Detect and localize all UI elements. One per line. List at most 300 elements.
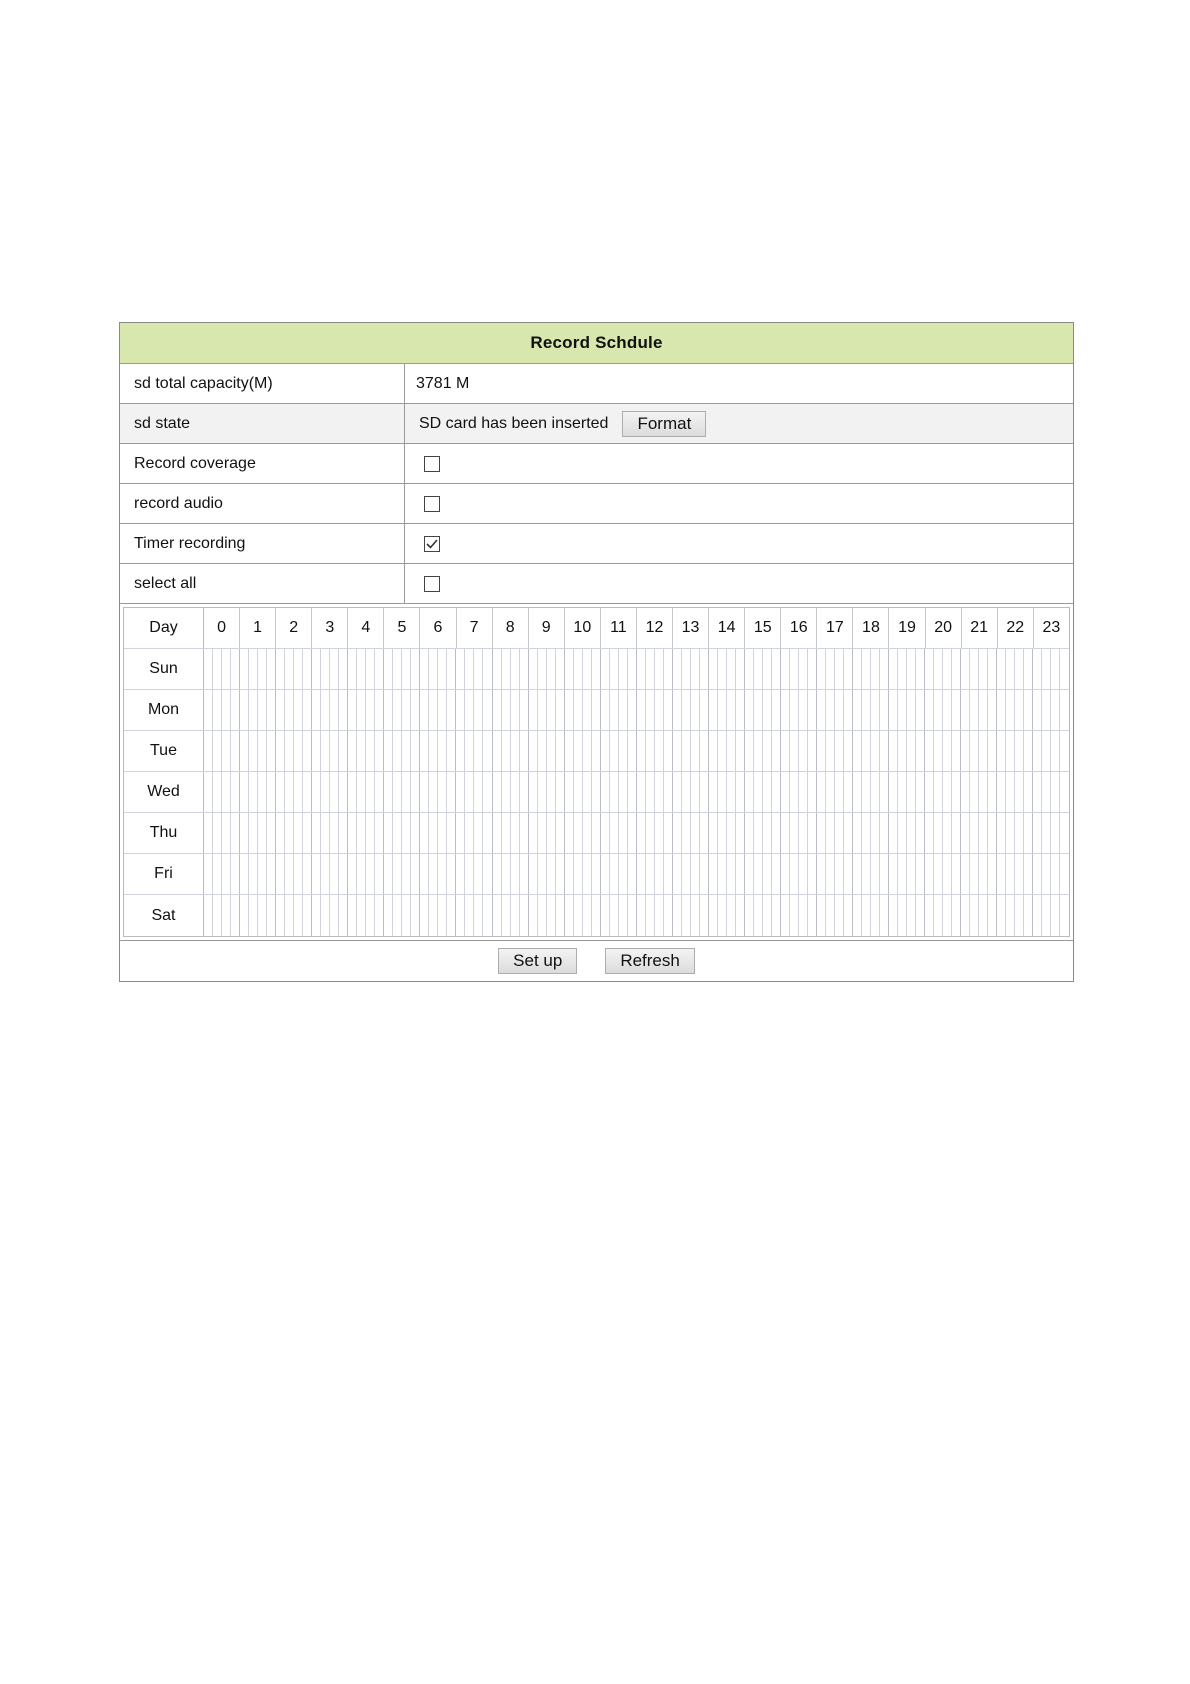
time-slot[interactable] xyxy=(574,731,583,771)
time-slot[interactable] xyxy=(321,895,330,936)
time-slot[interactable] xyxy=(826,649,835,689)
time-slot[interactable] xyxy=(258,772,267,812)
time-slot[interactable] xyxy=(1051,854,1060,894)
time-slot[interactable] xyxy=(1051,731,1060,771)
time-slot[interactable] xyxy=(438,690,447,730)
time-slot[interactable] xyxy=(339,731,348,771)
time-slot[interactable] xyxy=(294,813,303,853)
time-slot[interactable] xyxy=(727,690,736,730)
time-slot[interactable] xyxy=(267,690,276,730)
time-slot[interactable] xyxy=(799,690,808,730)
time-slot[interactable] xyxy=(817,895,826,936)
time-slot[interactable] xyxy=(1042,649,1051,689)
time-slot[interactable] xyxy=(204,772,213,812)
time-slot[interactable] xyxy=(312,895,321,936)
time-slot[interactable] xyxy=(997,772,1006,812)
time-slot[interactable] xyxy=(772,895,781,936)
time-slot[interactable] xyxy=(916,772,925,812)
time-slot[interactable] xyxy=(772,854,781,894)
time-slot[interactable] xyxy=(511,813,520,853)
time-slot[interactable] xyxy=(772,690,781,730)
time-slot[interactable] xyxy=(718,772,727,812)
time-slot[interactable] xyxy=(285,772,294,812)
time-slot[interactable] xyxy=(673,690,682,730)
time-slot[interactable] xyxy=(348,813,357,853)
time-slot[interactable] xyxy=(339,649,348,689)
time-slot[interactable] xyxy=(384,895,393,936)
time-slot[interactable] xyxy=(943,731,952,771)
time-slot[interactable] xyxy=(664,649,673,689)
time-slot[interactable] xyxy=(258,813,267,853)
time-slot[interactable] xyxy=(754,854,763,894)
time-slot[interactable] xyxy=(529,690,538,730)
time-slot[interactable] xyxy=(204,813,213,853)
time-slot[interactable] xyxy=(853,772,862,812)
time-slot[interactable] xyxy=(880,772,889,812)
time-slot[interactable] xyxy=(456,690,465,730)
time-slot[interactable] xyxy=(429,731,438,771)
time-slot[interactable] xyxy=(276,854,285,894)
time-slot[interactable] xyxy=(276,895,285,936)
time-slot[interactable] xyxy=(925,772,934,812)
time-slot[interactable] xyxy=(754,813,763,853)
time-slot[interactable] xyxy=(366,690,375,730)
time-slot[interactable] xyxy=(844,690,853,730)
time-slot[interactable] xyxy=(808,813,817,853)
time-slot[interactable] xyxy=(213,895,222,936)
time-slot[interactable] xyxy=(799,772,808,812)
time-slot[interactable] xyxy=(1024,690,1033,730)
time-slot[interactable] xyxy=(556,731,565,771)
time-slot[interactable] xyxy=(267,649,276,689)
time-slot[interactable] xyxy=(745,813,754,853)
time-slot[interactable] xyxy=(267,813,276,853)
time-slot[interactable] xyxy=(691,813,700,853)
time-slot[interactable] xyxy=(339,813,348,853)
time-slot[interactable] xyxy=(276,813,285,853)
time-slot[interactable] xyxy=(493,690,502,730)
time-slot[interactable] xyxy=(465,772,474,812)
time-slot[interactable] xyxy=(502,895,511,936)
time-slot[interactable] xyxy=(366,772,375,812)
time-slot[interactable] xyxy=(538,731,547,771)
time-slot[interactable] xyxy=(763,649,772,689)
time-slot[interactable] xyxy=(592,772,601,812)
time-slot[interactable] xyxy=(1060,649,1068,689)
time-slot[interactable] xyxy=(366,649,375,689)
time-slot[interactable] xyxy=(907,813,916,853)
time-slot[interactable] xyxy=(898,690,907,730)
time-slot[interactable] xyxy=(402,813,411,853)
time-slot[interactable] xyxy=(826,731,835,771)
time-slot[interactable] xyxy=(817,649,826,689)
time-slot[interactable] xyxy=(502,813,511,853)
time-slot[interactable] xyxy=(411,895,420,936)
time-slot[interactable] xyxy=(790,772,799,812)
time-slot[interactable] xyxy=(529,895,538,936)
time-slot[interactable] xyxy=(1006,772,1015,812)
time-slot[interactable] xyxy=(817,772,826,812)
time-slot[interactable] xyxy=(1024,731,1033,771)
time-slot[interactable] xyxy=(988,813,997,853)
time-slot[interactable] xyxy=(988,772,997,812)
time-slot[interactable] xyxy=(889,895,898,936)
setup-button[interactable]: Set up xyxy=(498,948,577,974)
time-slot[interactable] xyxy=(520,854,529,894)
time-slot[interactable] xyxy=(384,690,393,730)
time-slot[interactable] xyxy=(835,772,844,812)
time-slot[interactable] xyxy=(493,854,502,894)
time-slot[interactable] xyxy=(465,731,474,771)
time-slot[interactable] xyxy=(1015,731,1024,771)
time-slot[interactable] xyxy=(610,813,619,853)
time-slot[interactable] xyxy=(330,772,339,812)
time-slot[interactable] xyxy=(826,854,835,894)
time-slot[interactable] xyxy=(1042,731,1051,771)
hour-header[interactable]: 14 xyxy=(709,608,745,648)
time-slot[interactable] xyxy=(763,854,772,894)
time-slot[interactable] xyxy=(456,772,465,812)
hour-header[interactable]: 16 xyxy=(781,608,817,648)
time-slot[interactable] xyxy=(1033,772,1042,812)
time-slot[interactable] xyxy=(736,731,745,771)
time-slot[interactable] xyxy=(429,813,438,853)
record-coverage-checkbox[interactable] xyxy=(424,456,440,472)
time-slot[interactable] xyxy=(880,731,889,771)
time-slot[interactable] xyxy=(934,690,943,730)
time-slot[interactable] xyxy=(339,854,348,894)
time-slot[interactable] xyxy=(294,731,303,771)
time-slot[interactable] xyxy=(565,690,574,730)
time-slot[interactable] xyxy=(727,854,736,894)
time-slot[interactable] xyxy=(664,895,673,936)
time-slot[interactable] xyxy=(348,690,357,730)
time-slot[interactable] xyxy=(844,731,853,771)
time-slot[interactable] xyxy=(321,772,330,812)
time-slot[interactable] xyxy=(447,895,456,936)
time-slot[interactable] xyxy=(970,854,979,894)
hour-header[interactable]: 4 xyxy=(348,608,384,648)
time-slot[interactable] xyxy=(438,731,447,771)
time-slot[interactable] xyxy=(357,813,366,853)
time-slot[interactable] xyxy=(619,895,628,936)
time-slot[interactable] xyxy=(1033,895,1042,936)
time-slot[interactable] xyxy=(402,690,411,730)
time-slot[interactable] xyxy=(646,649,655,689)
time-slot[interactable] xyxy=(655,772,664,812)
time-slot[interactable] xyxy=(1060,895,1068,936)
time-slot[interactable] xyxy=(610,731,619,771)
time-slot[interactable] xyxy=(988,895,997,936)
time-slot[interactable] xyxy=(898,895,907,936)
time-slot[interactable] xyxy=(520,649,529,689)
time-slot[interactable] xyxy=(700,690,709,730)
time-slot[interactable] xyxy=(727,649,736,689)
time-slot[interactable] xyxy=(520,813,529,853)
time-slot[interactable] xyxy=(429,854,438,894)
time-slot[interactable] xyxy=(411,731,420,771)
time-slot[interactable] xyxy=(249,895,258,936)
time-slot[interactable] xyxy=(727,813,736,853)
time-slot[interactable] xyxy=(790,690,799,730)
time-slot[interactable] xyxy=(511,731,520,771)
timer-recording-checkbox[interactable] xyxy=(424,536,440,552)
time-slot[interactable] xyxy=(745,731,754,771)
time-slot[interactable] xyxy=(222,813,231,853)
time-slot[interactable] xyxy=(1015,813,1024,853)
time-slot[interactable] xyxy=(835,649,844,689)
time-slot[interactable] xyxy=(961,772,970,812)
time-slot[interactable] xyxy=(700,854,709,894)
time-slot[interactable] xyxy=(727,772,736,812)
time-slot[interactable] xyxy=(682,854,691,894)
time-slot[interactable] xyxy=(763,895,772,936)
time-slot[interactable] xyxy=(204,895,213,936)
hour-header[interactable]: 6 xyxy=(420,608,456,648)
time-slot[interactable] xyxy=(402,895,411,936)
time-slot[interactable] xyxy=(943,649,952,689)
time-slot[interactable] xyxy=(871,731,880,771)
time-slot[interactable] xyxy=(375,772,384,812)
time-slot[interactable] xyxy=(745,895,754,936)
time-slot[interactable] xyxy=(529,649,538,689)
time-slot[interactable] xyxy=(772,813,781,853)
time-slot[interactable] xyxy=(258,690,267,730)
time-slot[interactable] xyxy=(628,731,637,771)
time-slot[interactable] xyxy=(808,690,817,730)
time-slot[interactable] xyxy=(213,772,222,812)
time-slot[interactable] xyxy=(1033,649,1042,689)
time-slot[interactable] xyxy=(1015,649,1024,689)
time-slot[interactable] xyxy=(538,690,547,730)
time-slot[interactable] xyxy=(520,690,529,730)
time-slot[interactable] xyxy=(474,854,483,894)
time-slot[interactable] xyxy=(213,690,222,730)
time-slot[interactable] xyxy=(781,649,790,689)
time-slot[interactable] xyxy=(745,772,754,812)
time-slot[interactable] xyxy=(871,813,880,853)
time-slot[interactable] xyxy=(438,649,447,689)
hour-header[interactable]: 23 xyxy=(1042,619,1061,636)
time-slot[interactable] xyxy=(826,895,835,936)
time-slot[interactable] xyxy=(556,813,565,853)
time-slot[interactable] xyxy=(997,895,1006,936)
time-slot[interactable] xyxy=(330,649,339,689)
time-slot[interactable] xyxy=(592,854,601,894)
time-slot[interactable] xyxy=(592,813,601,853)
time-slot[interactable] xyxy=(447,854,456,894)
time-slot[interactable] xyxy=(240,772,249,812)
time-slot[interactable] xyxy=(357,854,366,894)
time-slot[interactable] xyxy=(592,649,601,689)
time-slot[interactable] xyxy=(916,731,925,771)
time-slot[interactable] xyxy=(429,895,438,936)
time-slot[interactable] xyxy=(502,772,511,812)
select-all-checkbox[interactable] xyxy=(424,576,440,592)
refresh-button[interactable]: Refresh xyxy=(605,948,695,974)
time-slot[interactable] xyxy=(745,649,754,689)
time-slot[interactable] xyxy=(285,895,294,936)
time-slot[interactable] xyxy=(790,649,799,689)
time-slot[interactable] xyxy=(997,731,1006,771)
time-slot[interactable] xyxy=(429,649,438,689)
time-slot[interactable] xyxy=(565,649,574,689)
time-slot[interactable] xyxy=(583,854,592,894)
time-slot[interactable] xyxy=(574,649,583,689)
time-slot[interactable] xyxy=(556,690,565,730)
time-slot[interactable] xyxy=(799,731,808,771)
time-slot[interactable] xyxy=(1042,772,1051,812)
time-slot[interactable] xyxy=(619,854,628,894)
time-slot[interactable] xyxy=(456,895,465,936)
time-slot[interactable] xyxy=(375,649,384,689)
time-slot[interactable] xyxy=(772,731,781,771)
time-slot[interactable] xyxy=(222,854,231,894)
time-slot[interactable] xyxy=(231,690,240,730)
time-slot[interactable] xyxy=(312,690,321,730)
time-slot[interactable] xyxy=(574,895,583,936)
time-slot[interactable] xyxy=(862,690,871,730)
time-slot[interactable] xyxy=(258,731,267,771)
time-slot[interactable] xyxy=(420,854,429,894)
time-slot[interactable] xyxy=(1015,690,1024,730)
time-slot[interactable] xyxy=(871,690,880,730)
time-slot[interactable] xyxy=(285,690,294,730)
time-slot[interactable] xyxy=(961,813,970,853)
time-slot[interactable] xyxy=(727,731,736,771)
time-slot[interactable] xyxy=(1042,690,1051,730)
time-slot[interactable] xyxy=(438,813,447,853)
time-slot[interactable] xyxy=(357,649,366,689)
hour-header[interactable]: 3 xyxy=(312,608,348,648)
time-slot[interactable] xyxy=(1051,649,1060,689)
time-slot[interactable] xyxy=(610,690,619,730)
time-slot[interactable] xyxy=(961,649,970,689)
time-slot[interactable] xyxy=(1006,690,1015,730)
time-slot[interactable] xyxy=(1006,731,1015,771)
time-slot[interactable] xyxy=(682,895,691,936)
time-slot[interactable] xyxy=(664,690,673,730)
time-slot[interactable] xyxy=(754,731,763,771)
time-slot[interactable] xyxy=(736,772,745,812)
time-slot[interactable] xyxy=(907,854,916,894)
time-slot[interactable] xyxy=(411,772,420,812)
time-slot[interactable] xyxy=(511,649,520,689)
time-slot[interactable] xyxy=(583,772,592,812)
time-slot[interactable] xyxy=(970,690,979,730)
time-slot[interactable] xyxy=(844,649,853,689)
time-slot[interactable] xyxy=(862,731,871,771)
time-slot[interactable] xyxy=(664,813,673,853)
time-slot[interactable] xyxy=(889,854,898,894)
time-slot[interactable] xyxy=(736,813,745,853)
time-slot[interactable] xyxy=(384,731,393,771)
time-slot[interactable] xyxy=(943,690,952,730)
time-slot[interactable] xyxy=(637,854,646,894)
hour-header[interactable]: 9 xyxy=(529,608,565,648)
time-slot[interactable] xyxy=(348,895,357,936)
time-slot[interactable] xyxy=(736,854,745,894)
time-slot[interactable] xyxy=(736,895,745,936)
time-slot[interactable] xyxy=(646,854,655,894)
time-slot[interactable] xyxy=(925,731,934,771)
hour-header[interactable]: 20 xyxy=(926,608,962,648)
time-slot[interactable] xyxy=(862,772,871,812)
time-slot[interactable] xyxy=(357,690,366,730)
time-slot[interactable] xyxy=(889,649,898,689)
time-slot[interactable] xyxy=(465,895,474,936)
time-slot[interactable] xyxy=(826,813,835,853)
time-slot[interactable] xyxy=(916,649,925,689)
time-slot[interactable] xyxy=(321,731,330,771)
time-slot[interactable] xyxy=(934,731,943,771)
time-slot[interactable] xyxy=(655,895,664,936)
time-slot[interactable] xyxy=(718,813,727,853)
time-slot[interactable] xyxy=(817,813,826,853)
time-slot[interactable] xyxy=(393,772,402,812)
time-slot[interactable] xyxy=(754,895,763,936)
time-slot[interactable] xyxy=(808,731,817,771)
time-slot[interactable] xyxy=(709,690,718,730)
time-slot[interactable] xyxy=(456,813,465,853)
time-slot[interactable] xyxy=(907,690,916,730)
time-slot[interactable] xyxy=(808,772,817,812)
time-slot[interactable] xyxy=(970,895,979,936)
hour-header[interactable]: 8 xyxy=(493,608,529,648)
time-slot[interactable] xyxy=(348,731,357,771)
time-slot[interactable] xyxy=(312,731,321,771)
time-slot[interactable] xyxy=(483,813,492,853)
time-slot[interactable] xyxy=(502,649,511,689)
time-slot[interactable] xyxy=(240,649,249,689)
time-slot[interactable] xyxy=(853,649,862,689)
time-slot[interactable] xyxy=(835,854,844,894)
time-slot[interactable] xyxy=(700,649,709,689)
time-slot[interactable] xyxy=(979,690,988,730)
time-slot[interactable] xyxy=(384,854,393,894)
time-slot[interactable] xyxy=(402,731,411,771)
time-slot[interactable] xyxy=(285,813,294,853)
time-slot[interactable] xyxy=(1060,813,1068,853)
time-slot[interactable] xyxy=(231,649,240,689)
time-slot[interactable] xyxy=(1015,895,1024,936)
time-slot[interactable] xyxy=(366,731,375,771)
time-slot[interactable] xyxy=(529,731,538,771)
time-slot[interactable] xyxy=(691,895,700,936)
time-slot[interactable] xyxy=(366,813,375,853)
time-slot[interactable] xyxy=(1051,813,1060,853)
time-slot[interactable] xyxy=(925,854,934,894)
hour-header[interactable]: 10 xyxy=(565,608,601,648)
time-slot[interactable] xyxy=(601,895,610,936)
time-slot[interactable] xyxy=(628,772,637,812)
time-slot[interactable] xyxy=(601,731,610,771)
time-slot[interactable] xyxy=(384,772,393,812)
time-slot[interactable] xyxy=(231,731,240,771)
time-slot[interactable] xyxy=(790,731,799,771)
time-slot[interactable] xyxy=(646,772,655,812)
time-slot[interactable] xyxy=(258,895,267,936)
time-slot[interactable] xyxy=(547,772,556,812)
time-slot[interactable] xyxy=(619,731,628,771)
time-slot[interactable] xyxy=(655,731,664,771)
hour-header[interactable]: 5 xyxy=(384,608,420,648)
time-slot[interactable] xyxy=(997,690,1006,730)
time-slot[interactable] xyxy=(637,895,646,936)
time-slot[interactable] xyxy=(781,690,790,730)
time-slot[interactable] xyxy=(1051,772,1060,812)
time-slot[interactable] xyxy=(267,731,276,771)
